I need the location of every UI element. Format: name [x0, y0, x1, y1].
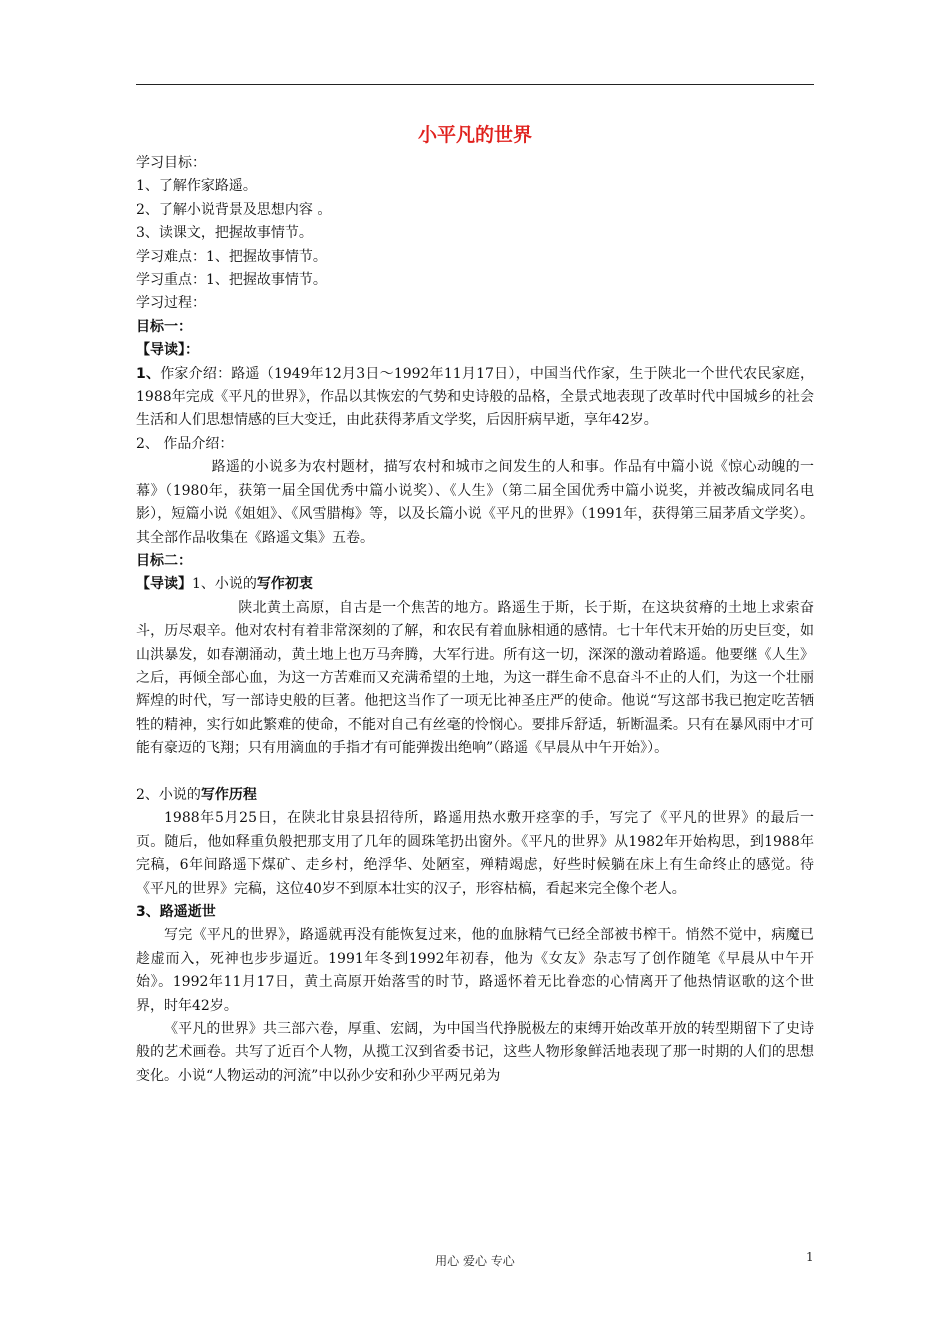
goal-item-2: 2、了解小说背景及思想内容 。 — [136, 201, 332, 218]
spacer — [136, 761, 814, 784]
daodu1-heading: 【导读】： — [136, 342, 199, 359]
daodu2-bold: 写作初衷 — [256, 576, 313, 593]
daodu2-prefix: 1、小说的 — [192, 576, 257, 593]
daodu2-tag: 【导读】 — [136, 576, 192, 593]
writing-process-prefix: 2、小说的 — [136, 786, 201, 803]
author-intro-number: 1、 — [136, 365, 161, 382]
death-heading: 3、路遥逝世 — [136, 903, 216, 920]
focus-line: 学习重点：1、把握故事情节。 — [136, 272, 327, 289]
writing-process-paragraph: 1988年5月25日，在陕北甘泉县招待所，路遥用热水敷开痉挛的手，写完了《平凡的世界》的最后一页。随后，他如释重负般把那支用了几年的圆珠笔扔出窗外。《平凡的世界》从1982年开始构思，到1988年完稿，6年间路遥下煤矿、走乡村，绝浮华、处陋室，殚精竭虑，好些时候躺在床上有生命终止的感觉。待《平凡的世界》完稿，这位40岁不到原本壮实的汉子，形容枯槁，看起来完全像个老人。 — [136, 810, 814, 897]
goal-item-1: 1、了解作家路遥。 — [136, 178, 257, 195]
writing-intent-paragraph: 陕北黄土高原，自古是一个焦苦的地方。路遥生于斯，长于斯，在这块贫瘠的土地上求索奋斗，历尽艰辛。他对农村有着非常深刻的了解，和农民有着血脉相通的感情。七十年代末开始的历史巨变，如山洪暴发，如春潮涌动，黄土地上也万马奔腾，大军行进。所有这一切，深深的激动着路遥。他要继《人生》之后，再倾全部心血，为这一方苦难而又充满希望的土地，为这一群生命不息奋斗不止的人们，为这一个壮丽辉煌的时代，写一部诗史般的巨著。他把这当作了一项无比神圣庄严的使命。他说“写这部书我已抱定吃苦牺牲的精神，实行如此繁难的使命，不能对自己有丝毫的怜悯心。要排斥舒适，斩断温柔。只有在暴风雨中才可能有豪迈的飞翔；只有用滴血的手指才有可能弹拨出绝响”（路遥《早晨从中午开始》）。 — [136, 599, 814, 757]
study-goals-label: 学习目标： — [136, 155, 206, 171]
difficulty-line: 学习难点：1、把握故事情节。 — [136, 248, 327, 265]
death-paragraph: 写完《平凡的世界》，路遥就再没有能恢复过来，他的血脉精气已经全部被书榨干。悄然不觉中，病魔已趁虚而入，死神也步步逼近。1991年冬到1992年初春，他为《女友》杂志写了创作随笔《早晨从中午开始》。1992年11月17日，黄土高原开始落雪的时节，路遥怀着无比眷恋的心情离开了他热情讴歌的这个世界，时年42岁。 — [136, 927, 814, 1014]
works-heading: 2、 作品介绍： — [136, 435, 234, 452]
daodu2-heading — [136, 573, 814, 596]
process-label: 学习过程： — [136, 295, 206, 312]
goal-item-3: 3、读课文，把握故事情节。 — [136, 225, 313, 242]
document-title: 小平凡的世界 — [417, 124, 532, 146]
page-number: 1 — [806, 1250, 814, 1264]
goal1-heading: 目标一： — [136, 318, 192, 335]
author-intro-text: 作家介绍：路遥（1949年12月3日～1992年11月17日），中国当代作家，生于陕北一个世代农民家庭，1988年完成《平凡的世界》，作品以其恢宏的气势和史诗般的品格，全景式地表现了改革时代中国城乡的社会生活和人们思想情感的巨大变迁，由此获得茅盾文学奖，后因肝病早逝，享年42岁。 — [136, 365, 814, 429]
summary-paragraph: 《平凡的世界》共三部六卷，厚重、宏阔，为中国当代挣脱极左的束缚开始改革开放的转型期留下了史诗般的艺术画卷。共写了近百个人物，从揽工汉到省委书记，这些人物形象鲜活地表现了那一时期的人们的思想变化。小说“人物运动的河流”中以孙少安和孙少平两兄弟为 — [136, 1021, 814, 1084]
author-intro-paragraph — [136, 363, 814, 433]
writing-process-heading — [136, 784, 814, 807]
document-body — [136, 122, 814, 1088]
goal2-heading: 目标二： — [136, 552, 192, 569]
page-footer: 用心 爱心 专心 — [435, 1254, 515, 1268]
header-rule — [136, 84, 814, 85]
writing-process-bold: 写作历程 — [200, 786, 257, 803]
works-paragraph: 路遥的小说多为农村题材，描写农村和城市之间发生的人和事。作品有中篇小说《惊心动魄的一幕》（1980年，获第一届全国优秀中篇小说奖）、《人生》（第二届全国优秀中篇小说奖，并被改编成同名电影），短篇小说《姐姐》、《风雪腊梅》等，以及长篇小说《平凡的世界》（1991年，获得第三届茅盾文学奖）。其全部作品收集在《路遥文集》五卷。 — [136, 459, 814, 546]
